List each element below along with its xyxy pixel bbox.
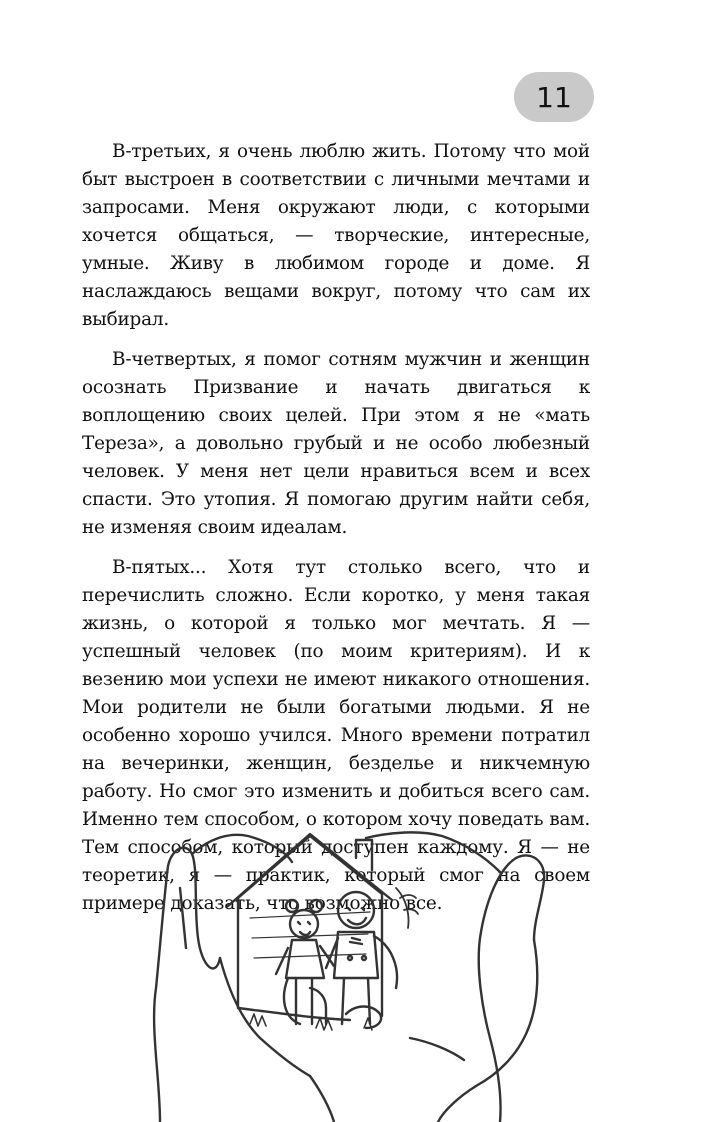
right-hand-icon [366, 832, 544, 1122]
paragraph-fifth: В-пятых... Хотя тут столько всего, что и перечислить сложно. Если коротко, у меня такая жизнь, о которой я только мог мечтать. Я — успешный человек (по моим критериям). И к везению мои успехи не имеют никакого отношения. Мои родители не были богатыми людьми. Я не особенно хорошо учился. Много времени потратил на вечеринки, женщин, безделье и никчемную работу. Но смог это изменить и добиться всего сам. Именно тем способом, о котором хочу поведать вам. Тем способом, который доступен каждому. Я — не теоретик, я — практик, который смог на своем примере доказать, что возможно все. [82, 557, 590, 914]
page-number-badge [514, 72, 594, 122]
hands-holding-house-illustration [120, 828, 620, 1122]
paragraph-third: В-третьих, я очень люблю жить. Потому что мой быт выстроен в соответствии с личными мечтами и запросами. Меня окружают люди, с которыми хочется общаться, — творческие, интересные, умные. Живу в любимом городе и доме. Я наслаждаюсь вещами вокруг, потому что сам их выбирал. [82, 141, 590, 330]
paragraph-fourth: В-четвертых, я помог сотням мужчин и женщин осознать Призвание и начать двигаться к воплощению своих целей. При этом я не «мать Тереза», а довольно грубый и не особо любезный человек. У меня нет цели нравиться всем и всех спасти. Это утопия. Я помогаю другим найти себя, не изменяя своим идеалам. [82, 349, 590, 538]
house-icon [228, 834, 392, 1020]
boy-figure-icon [326, 892, 397, 1024]
hands-holding-house-icon [120, 828, 620, 1122]
page-number: 11 [536, 80, 572, 114]
plant-sprig-icon [396, 888, 418, 928]
body-text [82, 138, 590, 930]
